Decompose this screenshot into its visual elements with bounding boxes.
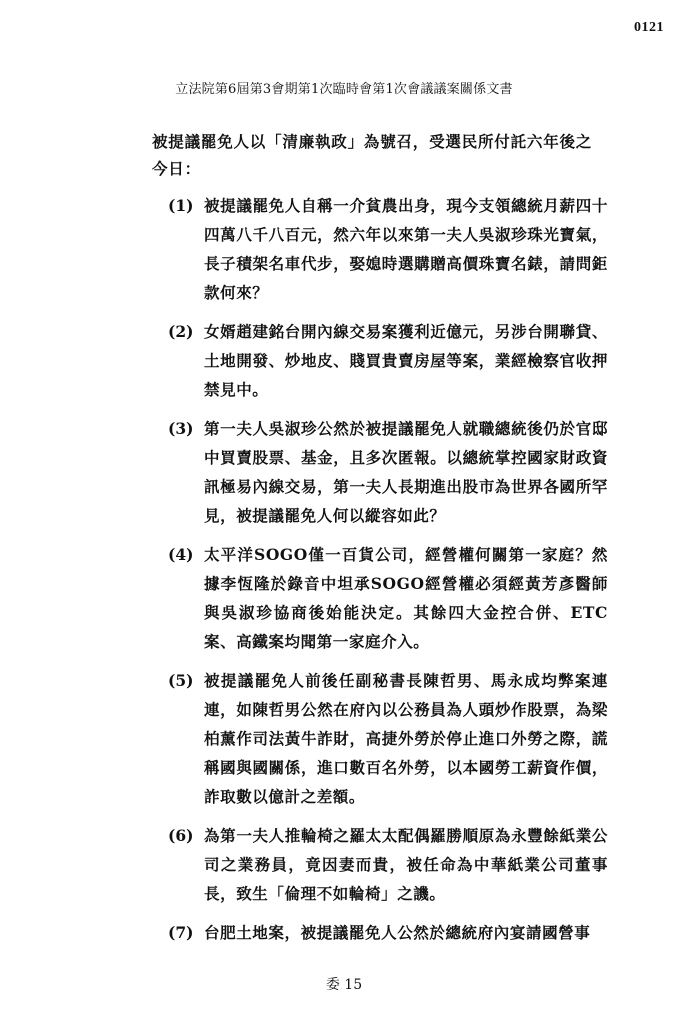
intro-paragraph: 被提議罷免人以「清廉執政」為號召，受選民所付託六年後之今日：	[152, 132, 593, 178]
item-number: (7)	[168, 923, 194, 942]
item-text: 為第一夫人推輪椅之羅太太配偶羅勝順原為永豐餘紙業公司之業務員，竟因妻而貴，被任命為中華紙業公司董事長，致生「倫理不如輪椅」之譏。	[204, 826, 608, 903]
item-text: 女婿趙建銘台開內線交易案獲利近億元，另涉台開聯貸、土地開發、炒地皮、賤買貴賣房屋等案，業經檢察官收押禁見中。	[204, 322, 608, 399]
list-item-2	[168, 317, 608, 404]
item-number: (5)	[168, 671, 194, 690]
document-header: 立法院第6屆第3會期第1次臨時會第1次會議議案關係文書	[175, 82, 513, 97]
item-number: (2)	[168, 322, 194, 341]
item-number: (1)	[168, 196, 194, 215]
list-item-5	[168, 666, 608, 811]
list-item-3	[168, 414, 608, 530]
page-number: 0121	[634, 20, 664, 35]
item-text: 太平洋SOGO僅一百貨公司，經營權何關第一家庭？然據李恆隆於錄音中坦承SOGO經營權必須經黃芳彥醫師與吳淑珍協商後始能決定。其餘四大金控合併、ETC案、高鐵案均聞第一家庭介入。	[204, 545, 608, 651]
item-text: 台肥土地案，被提議罷免人公然於總統府內宴請國營事	[204, 923, 591, 942]
list-item-7	[168, 918, 608, 947]
item-text: 第一夫人吳淑珍公然於被提議罷免人就職總統後仍於官邸中買賣股票、基金，且多次匿報。以總統掌控國家財政資訊極易內線交易，第一夫人長期進出股市為世界各國所罕見，被提議罷免人何以縱容如此？	[204, 419, 608, 525]
item-number: (4)	[168, 545, 194, 564]
list-item-1	[168, 191, 608, 307]
item-number: (3)	[168, 419, 194, 438]
item-number: (6)	[168, 826, 194, 845]
page-footer: 委 15	[325, 977, 363, 993]
list-item-6	[168, 821, 608, 908]
item-text: 被提議罷免人自稱一介貧農出身，現今支領總統月薪四十四萬八千八百元，然六年以來第一夫人吳淑珍珠光寶氣，長子積架名車代步，娶媳時選購贈高價珠寶名錶，請問鉅款何來？	[204, 196, 608, 302]
item-text: 被提議罷免人前後任副秘書長陳哲男、馬永成均弊案連連，如陳哲男公然在府內以公務員為人頭炒作股票，為梁柏薰作司法黃牛詐財，高捷外勞於停止進口外勞之際，謊稱國與國關係，進口數百名外勞，以本國勞工薪資作價，詐取數以億計之差額。	[204, 671, 608, 806]
accusation-list	[168, 191, 608, 957]
list-item-4	[168, 540, 608, 656]
